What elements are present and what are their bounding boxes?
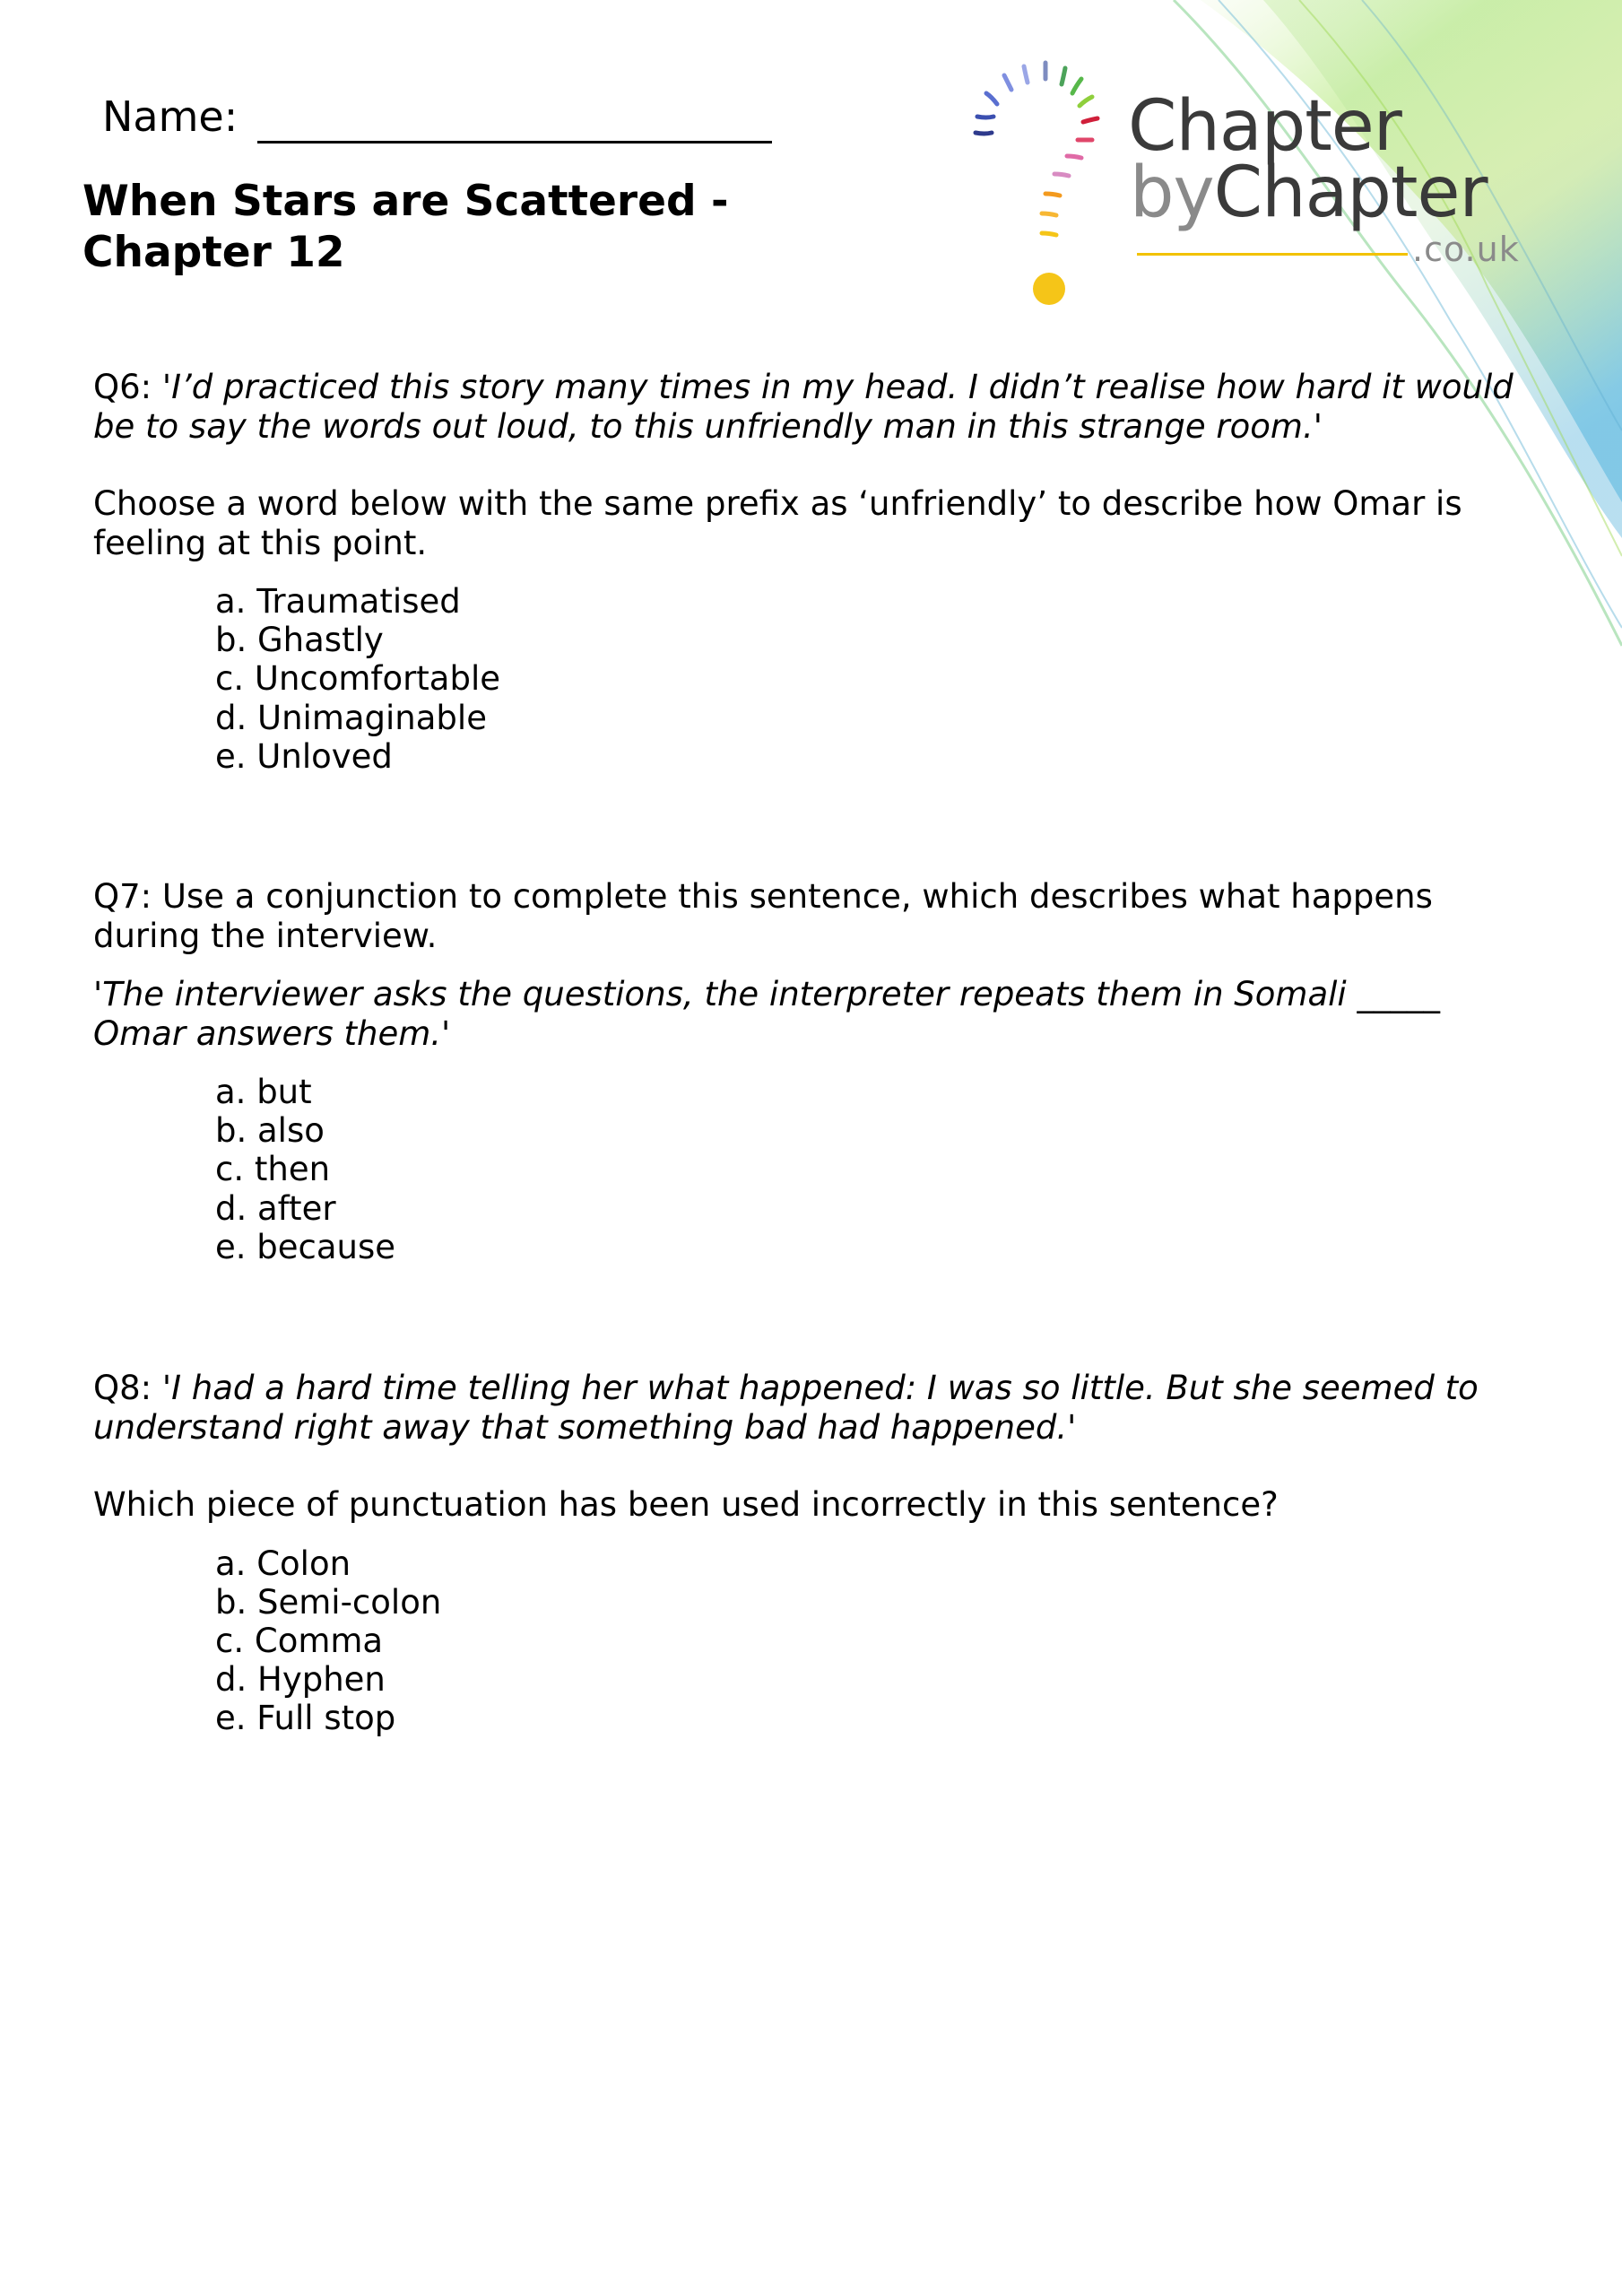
name-blank-line[interactable] xyxy=(257,94,772,144)
question-number: Q6: xyxy=(93,368,152,406)
chapter-by-chapter-logo xyxy=(968,52,1542,312)
question-8 xyxy=(93,1369,1528,1738)
name-label: Name: xyxy=(102,92,239,141)
question-7 xyxy=(93,877,1528,1266)
answer-option[interactable]: b. Semi-colon xyxy=(215,1582,442,1622)
logo-wordmark-chapter: Chapter xyxy=(1128,86,1401,167)
answer-option[interactable]: b. Ghastly xyxy=(215,621,384,660)
question-number: Q7: xyxy=(93,877,152,916)
question-prompt: Use a conjunction to complete this sentence, which describes what happens during the interview. xyxy=(93,877,1433,955)
question-6 xyxy=(93,368,1528,776)
logo-chapter: Chapter xyxy=(1213,152,1488,233)
logo-domain: .co.uk xyxy=(1412,230,1520,269)
answer-option[interactable]: e. Unloved xyxy=(215,736,393,776)
answer-option[interactable]: d. after xyxy=(215,1188,336,1228)
answer-options xyxy=(215,1544,1528,1738)
answer-option[interactable]: b. also xyxy=(215,1111,325,1151)
answer-option[interactable]: e. because xyxy=(215,1227,396,1266)
answer-options xyxy=(215,1073,1528,1266)
question-prompt: Which piece of punctuation has been used incorrectly in this sentence? xyxy=(93,1485,1279,1524)
logo-wordmark-by-chapter xyxy=(1130,152,1488,233)
worksheet-title: When Stars are Scattered - Chapter 12 xyxy=(82,177,729,277)
logo-underline xyxy=(1137,253,1408,256)
name-field[interactable] xyxy=(102,90,772,144)
question-prompt: Choose a word below with the same prefix as ‘unfriendly’ to describe how Omar is feeling at this point. xyxy=(93,484,1462,562)
answer-option[interactable]: c. Comma xyxy=(215,1621,384,1660)
book-question-mark-icon xyxy=(968,52,1130,312)
question-quote: 'I had a hard time telling her what happened: I was so little. But she seemed to understand right away that something bad had happened.' xyxy=(93,1369,1479,1447)
answer-option[interactable]: d. Hyphen xyxy=(215,1660,386,1700)
answer-option[interactable]: c. then xyxy=(215,1150,331,1189)
question-quote: 'I’d practiced this story many times in my head. I didn’t realise how hard it would be to say the words out loud, to this unfriendly man in this strange room.' xyxy=(93,368,1514,446)
question-number: Q8: xyxy=(93,1369,152,1407)
question-7-stem xyxy=(93,877,1528,955)
answer-option[interactable]: c. Uncomfortable xyxy=(215,659,501,699)
answer-option[interactable]: a. Colon xyxy=(215,1544,351,1583)
logo-by: by xyxy=(1130,152,1214,233)
answer-option[interactable]: a. but xyxy=(215,1073,312,1111)
answer-option[interactable]: e. Full stop xyxy=(215,1699,396,1738)
answer-option[interactable]: a. Traumatised xyxy=(215,582,461,621)
answer-option[interactable]: d. Unimaginable xyxy=(215,698,487,737)
question-6-stem xyxy=(93,368,1528,446)
question-quote: 'The interviewer asks the questions, the interpreter repeats them in Somali _____ Omar answers them.' xyxy=(93,975,1440,1053)
answer-options xyxy=(215,582,1528,776)
question-8-stem xyxy=(93,1369,1528,1447)
